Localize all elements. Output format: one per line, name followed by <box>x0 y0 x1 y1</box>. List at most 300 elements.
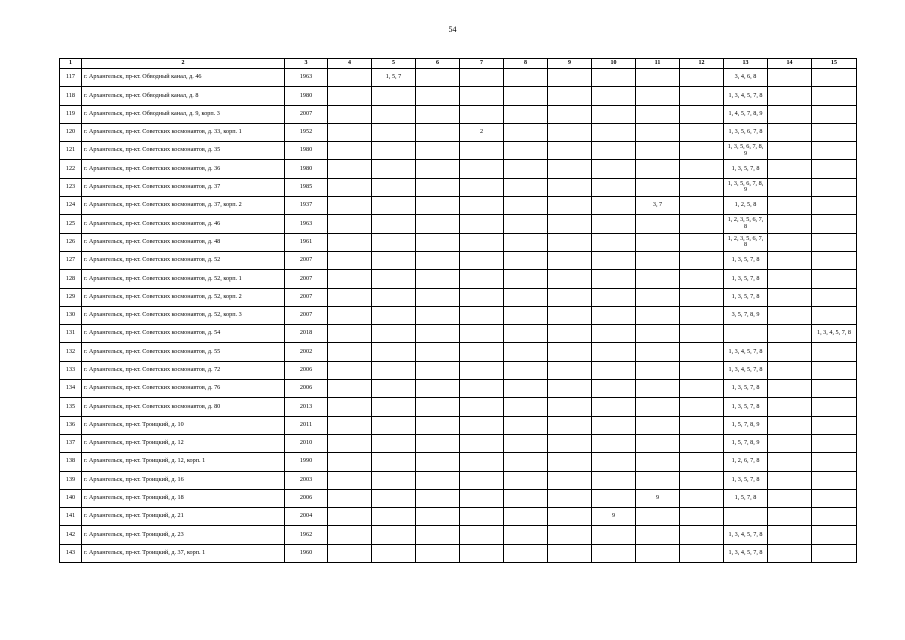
table-cell: 3, 5, 7, 8, 9 <box>724 306 768 324</box>
column-header: 6 <box>416 59 460 69</box>
row-number-cell: 127 <box>60 251 82 269</box>
table-cell <box>416 197 460 215</box>
table-cell <box>372 325 416 343</box>
table-cell <box>768 453 812 471</box>
table-row <box>60 69 857 87</box>
table-cell <box>768 123 812 141</box>
table-cell <box>680 471 724 489</box>
table-row <box>60 325 857 343</box>
table-cell <box>504 87 548 105</box>
address-cell: г. Архангельск, пр-кт. Троицкий, д. 10 <box>82 416 285 434</box>
table-row <box>60 142 857 160</box>
table-cell <box>372 489 416 507</box>
table-cell <box>372 416 416 434</box>
table-cell <box>460 398 504 416</box>
table-cell <box>548 325 592 343</box>
table-cell <box>328 544 372 562</box>
table-cell <box>768 416 812 434</box>
table-row <box>60 544 857 562</box>
table-cell <box>592 251 636 269</box>
table-cell <box>812 526 857 544</box>
address-cell: г. Архангельск, пр-кт. Советских космонавтов, д. 52, корп. 1 <box>82 270 285 288</box>
table-cell <box>548 453 592 471</box>
table-cell <box>504 105 548 123</box>
table-cell: 1, 5, 7, 8 <box>724 489 768 507</box>
table-cell <box>592 471 636 489</box>
table-cell <box>460 416 504 434</box>
address-cell: г. Архангельск, пр-кт. Советских космонавтов, д. 46 <box>82 215 285 233</box>
table-cell <box>372 434 416 452</box>
address-cell: г. Архангельск, пр-кт. Обводный канал, д. 8 <box>82 87 285 105</box>
year-cell: 2013 <box>285 398 328 416</box>
table-cell <box>504 544 548 562</box>
column-header: 11 <box>636 59 680 69</box>
table-cell <box>636 325 680 343</box>
table-row <box>60 288 857 306</box>
year-cell: 2006 <box>285 489 328 507</box>
table-cell: 1, 3, 5, 6, 7, 8 <box>724 123 768 141</box>
year-cell: 2007 <box>285 251 328 269</box>
table-cell <box>328 526 372 544</box>
table-cell <box>460 178 504 196</box>
table-cell <box>372 87 416 105</box>
table-cell <box>548 215 592 233</box>
table-row <box>60 361 857 379</box>
year-cell: 1937 <box>285 197 328 215</box>
table-cell <box>592 343 636 361</box>
table-cell: 1, 3, 5, 7, 8 <box>724 398 768 416</box>
table-cell <box>680 288 724 306</box>
table-cell <box>680 434 724 452</box>
address-cell: г. Архангельск, пр-кт. Советских космонавтов, д. 80 <box>82 398 285 416</box>
table-cell <box>768 142 812 160</box>
table-cell <box>548 69 592 87</box>
table-cell <box>460 453 504 471</box>
table-cell <box>768 288 812 306</box>
table-cell <box>416 142 460 160</box>
table-cell <box>460 270 504 288</box>
table-cell <box>416 416 460 434</box>
table-cell <box>504 471 548 489</box>
table-cell <box>416 508 460 526</box>
table-row <box>60 453 857 471</box>
table-cell <box>416 105 460 123</box>
address-cell: г. Архангельск, пр-кт. Советских космонавтов, д. 35 <box>82 142 285 160</box>
table-cell <box>680 325 724 343</box>
column-header: 10 <box>592 59 636 69</box>
year-cell: 1980 <box>285 142 328 160</box>
data-table <box>59 58 857 563</box>
table-cell <box>812 69 857 87</box>
table-header <box>60 59 857 69</box>
table-cell <box>636 453 680 471</box>
table-cell <box>636 251 680 269</box>
table-cell <box>592 105 636 123</box>
table-cell <box>636 123 680 141</box>
table-cell <box>812 123 857 141</box>
column-header: 15 <box>812 59 857 69</box>
year-cell: 2018 <box>285 325 328 343</box>
table-cell <box>812 398 857 416</box>
table-cell <box>416 489 460 507</box>
address-cell: г. Архангельск, пр-кт. Советских космонавтов, д. 54 <box>82 325 285 343</box>
table-cell <box>460 87 504 105</box>
table-cell <box>680 544 724 562</box>
row-number-cell: 132 <box>60 343 82 361</box>
table-cell <box>548 380 592 398</box>
table-cell <box>636 471 680 489</box>
table-cell <box>372 123 416 141</box>
table-cell <box>328 288 372 306</box>
row-number-cell: 142 <box>60 526 82 544</box>
column-header: 5 <box>372 59 416 69</box>
table-cell: 3, 4, 6, 8 <box>724 69 768 87</box>
table-cell <box>768 508 812 526</box>
table-cell <box>328 69 372 87</box>
table-cell <box>724 325 768 343</box>
table-cell <box>504 343 548 361</box>
table-cell <box>416 288 460 306</box>
table-cell: 1, 4, 5, 7, 8, 9 <box>724 105 768 123</box>
table-cell <box>504 69 548 87</box>
address-cell: г. Архангельск, пр-кт. Советских космонавтов, д. 37 <box>82 178 285 196</box>
table-cell <box>548 178 592 196</box>
table-cell <box>724 508 768 526</box>
table-cell: 1, 2, 3, 5, 6, 7, 8 <box>724 215 768 233</box>
table-cell <box>328 178 372 196</box>
table-cell <box>416 544 460 562</box>
table-cell <box>328 343 372 361</box>
table-cell <box>548 398 592 416</box>
table-cell <box>372 526 416 544</box>
table-cell <box>680 123 724 141</box>
table-cell <box>592 270 636 288</box>
table-row <box>60 178 857 196</box>
address-cell: г. Архангельск, пр-кт. Обводный канал, д. 9, корп. 3 <box>82 105 285 123</box>
table-cell <box>504 453 548 471</box>
table-cell <box>504 233 548 251</box>
table-cell <box>768 398 812 416</box>
table-cell <box>416 526 460 544</box>
table-cell <box>328 489 372 507</box>
table-row <box>60 306 857 324</box>
table-cell <box>548 197 592 215</box>
table-cell <box>592 416 636 434</box>
table-cell <box>592 398 636 416</box>
table-cell: 1, 3, 5, 7, 8 <box>724 160 768 178</box>
table-cell <box>372 306 416 324</box>
row-number-cell: 137 <box>60 434 82 452</box>
table-cell <box>548 306 592 324</box>
row-number-cell: 117 <box>60 69 82 87</box>
table-cell <box>416 123 460 141</box>
year-cell: 1985 <box>285 178 328 196</box>
table-cell <box>768 160 812 178</box>
table-cell <box>592 489 636 507</box>
table-cell <box>812 105 857 123</box>
year-cell: 1963 <box>285 69 328 87</box>
address-cell: г. Архангельск, пр-кт. Советских космонавтов, д. 52, корп. 2 <box>82 288 285 306</box>
table-cell: 1, 3, 5, 7, 8 <box>724 471 768 489</box>
table-row <box>60 105 857 123</box>
table-cell <box>372 508 416 526</box>
table-cell <box>812 87 857 105</box>
row-number-cell: 143 <box>60 544 82 562</box>
table-cell <box>372 215 416 233</box>
table-cell <box>504 434 548 452</box>
table-cell <box>460 361 504 379</box>
row-number-cell: 141 <box>60 508 82 526</box>
table-cell <box>812 416 857 434</box>
row-number-cell: 133 <box>60 361 82 379</box>
table-cell <box>328 361 372 379</box>
table-cell <box>328 325 372 343</box>
table-cell <box>460 251 504 269</box>
table-cell <box>460 288 504 306</box>
table-cell <box>636 343 680 361</box>
table-cell <box>592 434 636 452</box>
table-cell <box>328 87 372 105</box>
table-cell <box>328 508 372 526</box>
table-cell <box>504 178 548 196</box>
table-cell <box>372 471 416 489</box>
table-cell <box>812 197 857 215</box>
table-cell <box>460 105 504 123</box>
table-cell <box>372 160 416 178</box>
table-cell <box>460 142 504 160</box>
row-number-cell: 135 <box>60 398 82 416</box>
table-cell <box>636 526 680 544</box>
table-cell <box>680 306 724 324</box>
year-cell: 2007 <box>285 306 328 324</box>
table-cell <box>636 380 680 398</box>
table-cell <box>680 489 724 507</box>
table-cell <box>636 434 680 452</box>
row-number-cell: 136 <box>60 416 82 434</box>
table-cell <box>812 544 857 562</box>
table-cell <box>328 142 372 160</box>
row-number-cell: 124 <box>60 197 82 215</box>
table-row <box>60 526 857 544</box>
table-cell <box>592 325 636 343</box>
year-cell: 1952 <box>285 123 328 141</box>
table-cell <box>328 105 372 123</box>
table-cell <box>592 233 636 251</box>
table-cell <box>328 197 372 215</box>
year-cell: 2006 <box>285 380 328 398</box>
row-number-cell: 126 <box>60 233 82 251</box>
table-cell <box>636 508 680 526</box>
table-cell <box>548 434 592 452</box>
table-cell <box>812 306 857 324</box>
table-cell <box>680 233 724 251</box>
table-cell <box>460 508 504 526</box>
table-cell <box>328 306 372 324</box>
table-cell <box>680 215 724 233</box>
table-cell <box>460 69 504 87</box>
year-cell: 1980 <box>285 87 328 105</box>
table-cell: 1, 2, 5, 8 <box>724 197 768 215</box>
table-row <box>60 233 857 251</box>
table-cell <box>372 233 416 251</box>
table-cell <box>768 87 812 105</box>
table-row <box>60 270 857 288</box>
table-cell <box>372 142 416 160</box>
table-cell <box>548 160 592 178</box>
address-cell: г. Архангельск, пр-кт. Советских космонавтов, д. 55 <box>82 343 285 361</box>
table-cell: 1, 3, 4, 5, 7, 8 <box>724 544 768 562</box>
table-cell <box>328 416 372 434</box>
table-cell: 1, 3, 5, 7, 8 <box>724 251 768 269</box>
table-cell <box>768 434 812 452</box>
table-cell <box>636 288 680 306</box>
table-cell <box>416 87 460 105</box>
table-cell <box>548 343 592 361</box>
year-cell: 1963 <box>285 215 328 233</box>
table-row <box>60 398 857 416</box>
table-cell: 9 <box>636 489 680 507</box>
table-cell: 1, 3, 5, 7, 8 <box>724 270 768 288</box>
table-cell <box>592 544 636 562</box>
table-row <box>60 508 857 526</box>
address-cell: г. Архангельск, пр-кт. Троицкий, д. 21 <box>82 508 285 526</box>
row-number-cell: 119 <box>60 105 82 123</box>
table-cell <box>592 197 636 215</box>
table-cell <box>504 398 548 416</box>
table-cell <box>680 526 724 544</box>
table-cell <box>680 87 724 105</box>
table-cell: 2 <box>460 123 504 141</box>
year-cell: 2003 <box>285 471 328 489</box>
address-cell: г. Архангельск, пр-кт. Советских космонавтов, д. 33, корп. 1 <box>82 123 285 141</box>
table-cell <box>416 343 460 361</box>
table-cell: 1, 3, 5, 7, 8 <box>724 380 768 398</box>
table-cell <box>504 416 548 434</box>
address-cell: г. Архангельск, пр-кт. Троицкий, д. 16 <box>82 471 285 489</box>
table-cell <box>460 160 504 178</box>
table-cell <box>328 453 372 471</box>
table-cell <box>416 434 460 452</box>
column-header: 2 <box>82 59 285 69</box>
table-cell <box>548 105 592 123</box>
table-cell <box>460 343 504 361</box>
row-number-cell: 140 <box>60 489 82 507</box>
address-cell: г. Архангельск, пр-кт. Советских космонавтов, д. 36 <box>82 160 285 178</box>
table-cell <box>680 142 724 160</box>
table-cell <box>548 87 592 105</box>
table-cell <box>504 270 548 288</box>
table-row <box>60 416 857 434</box>
table-cell <box>768 270 812 288</box>
table-cell <box>592 215 636 233</box>
table-cell <box>372 251 416 269</box>
row-number-cell: 125 <box>60 215 82 233</box>
table-cell <box>768 306 812 324</box>
table-cell <box>460 544 504 562</box>
table-cell <box>504 306 548 324</box>
row-number-cell: 120 <box>60 123 82 141</box>
table-cell <box>504 123 548 141</box>
table-cell <box>768 343 812 361</box>
table-row <box>60 215 857 233</box>
table-cell <box>504 380 548 398</box>
table-cell <box>768 380 812 398</box>
table-cell <box>416 471 460 489</box>
table-cell <box>328 215 372 233</box>
table-cell <box>548 416 592 434</box>
table-cell <box>548 142 592 160</box>
table-cell: 1, 3, 5, 6, 7, 8, 9 <box>724 178 768 196</box>
table-cell <box>328 123 372 141</box>
year-cell: 1990 <box>285 453 328 471</box>
table-cell: 1, 5, 7 <box>372 69 416 87</box>
table-cell <box>768 489 812 507</box>
table-cell <box>636 105 680 123</box>
column-header: 12 <box>680 59 724 69</box>
table-cell <box>328 471 372 489</box>
table-cell <box>372 343 416 361</box>
column-header: 4 <box>328 59 372 69</box>
table-cell <box>812 215 857 233</box>
table-cell <box>636 306 680 324</box>
table-cell <box>812 361 857 379</box>
table-cell: 1, 5, 7, 8, 9 <box>724 434 768 452</box>
table-cell <box>504 251 548 269</box>
row-number-cell: 131 <box>60 325 82 343</box>
table-cell <box>372 544 416 562</box>
table-cell <box>636 361 680 379</box>
table-cell <box>548 233 592 251</box>
table-cell <box>592 526 636 544</box>
table-cell <box>636 398 680 416</box>
table-cell <box>680 361 724 379</box>
year-cell: 2004 <box>285 508 328 526</box>
table-cell <box>548 526 592 544</box>
table-cell <box>592 123 636 141</box>
table-cell <box>768 197 812 215</box>
table-cell <box>328 380 372 398</box>
table-cell <box>768 544 812 562</box>
table-cell <box>768 325 812 343</box>
table-cell <box>768 233 812 251</box>
address-cell: г. Архангельск, пр-кт. Советских космонавтов, д. 52 <box>82 251 285 269</box>
table-cell <box>636 142 680 160</box>
table-cell <box>416 178 460 196</box>
table-cell <box>328 233 372 251</box>
table-cell <box>328 251 372 269</box>
table-cell <box>328 398 372 416</box>
table-cell <box>504 197 548 215</box>
table-cell <box>460 526 504 544</box>
table-cell: 1, 3, 4, 5, 7, 8 <box>724 343 768 361</box>
column-header: 14 <box>768 59 812 69</box>
table-row <box>60 87 857 105</box>
table-row <box>60 197 857 215</box>
table-cell <box>768 69 812 87</box>
table-cell <box>416 453 460 471</box>
table-cell <box>680 453 724 471</box>
table-cell <box>812 288 857 306</box>
table-cell <box>592 69 636 87</box>
year-cell: 1962 <box>285 526 328 544</box>
table-cell: 1, 3, 4, 5, 7, 8 <box>812 325 857 343</box>
row-number-cell: 138 <box>60 453 82 471</box>
table-cell <box>548 489 592 507</box>
table-cell <box>328 160 372 178</box>
row-number-cell: 128 <box>60 270 82 288</box>
table-cell <box>504 489 548 507</box>
table-cell <box>416 306 460 324</box>
